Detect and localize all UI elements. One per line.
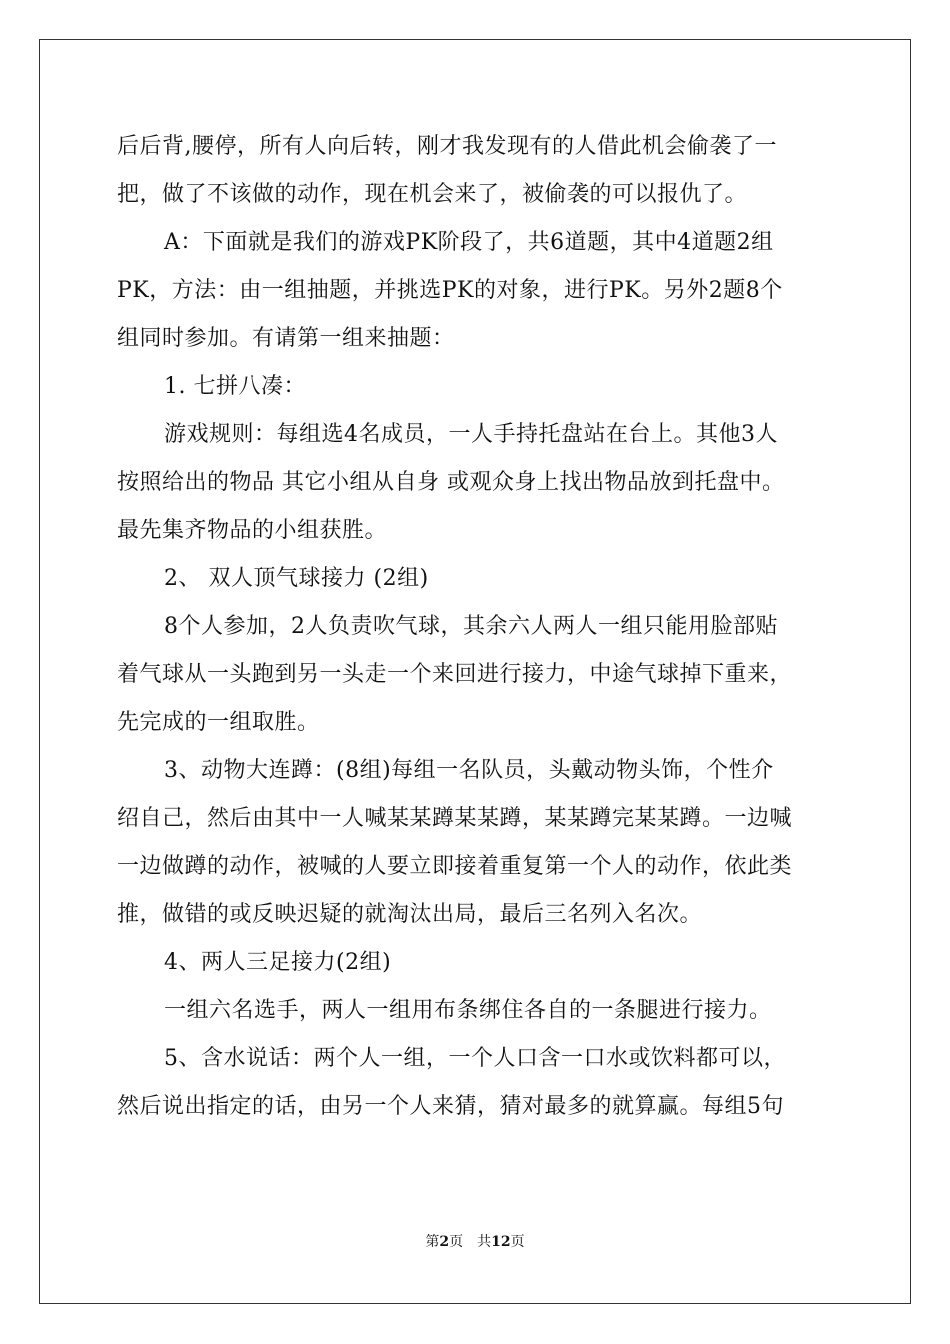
text-line: 推，做错的或反映迟疑的就淘汰出局，最后三名列入名次。	[117, 902, 703, 927]
footer-mid: 页 共	[449, 1234, 492, 1250]
text-line: 把，做了不该做的动作，现在机会来了，被偷袭的可以报仇了。	[117, 182, 748, 207]
text-line: 5、含水说话：两个人一组，一个人口含一口水或饮料都可以，	[164, 1046, 786, 1071]
text-line: 按照给出的物品 其它小组从自身 或观众身上找出物品放到托盘中。	[117, 470, 785, 495]
text-line: 然后说出指定的话，由另一个人来猜，猜对最多的就算赢。每组5句	[117, 1094, 784, 1119]
footer-suffix: 页	[510, 1234, 525, 1250]
document-body	[117, 123, 837, 1131]
text-line: 最先集齐物品的小组获胜。	[117, 518, 388, 543]
text-line: A：下面就是我们的游戏PK阶段了，共6道题，其中4道题2组	[164, 230, 774, 255]
text-line: 着气球从一头跑到另一头走一个来回进行接力，中途气球掉下重来，	[117, 662, 793, 687]
text-line: 先完成的一组取胜。	[117, 710, 320, 735]
text-line: 2、 双人顶气球接力 (2组)	[164, 566, 429, 591]
text-line: 8个人参加，2人负责吹气球，其余六人两人一组只能用脸部贴	[164, 614, 778, 639]
footer-prefix: 第	[425, 1234, 440, 1250]
footer-total-pages: 12	[491, 1234, 511, 1250]
text-line: 游戏规则：每组选4名成员，一人手持托盘站在台上。其他3人	[164, 422, 778, 447]
text-line: 1. 七拼八凑：	[164, 374, 306, 399]
text-line: 一组六名选手，两人一组用布条绑住各自的一条腿进行接力。	[164, 998, 772, 1023]
text-line: 组同时参加。有请第一组来抽题：	[117, 326, 455, 351]
page-footer	[0, 1233, 950, 1251]
text-line: 4、两人三足接力(2组)	[164, 950, 392, 975]
text-line: 3、动物大连蹲：(8组)每组一名队员，头戴动物头饰，个性介	[164, 758, 774, 783]
text-line: 一边做蹲的动作，被喊的人要立即接着重复第一个人的动作，依此类	[117, 854, 793, 879]
text-line: 后后背,腰停，所有人向后转，刚才我发现有的人借此机会偷袭了一	[117, 134, 777, 159]
text-line: PK，方法：由一组抽题，并挑选PK的对象，进行PK。另外2题8个	[117, 278, 783, 303]
text-line: 绍自己，然后由其中一人喊某某蹲某某蹲，某某蹲完某某蹲。一边喊	[117, 806, 793, 831]
footer-current-page: 2	[439, 1234, 450, 1250]
